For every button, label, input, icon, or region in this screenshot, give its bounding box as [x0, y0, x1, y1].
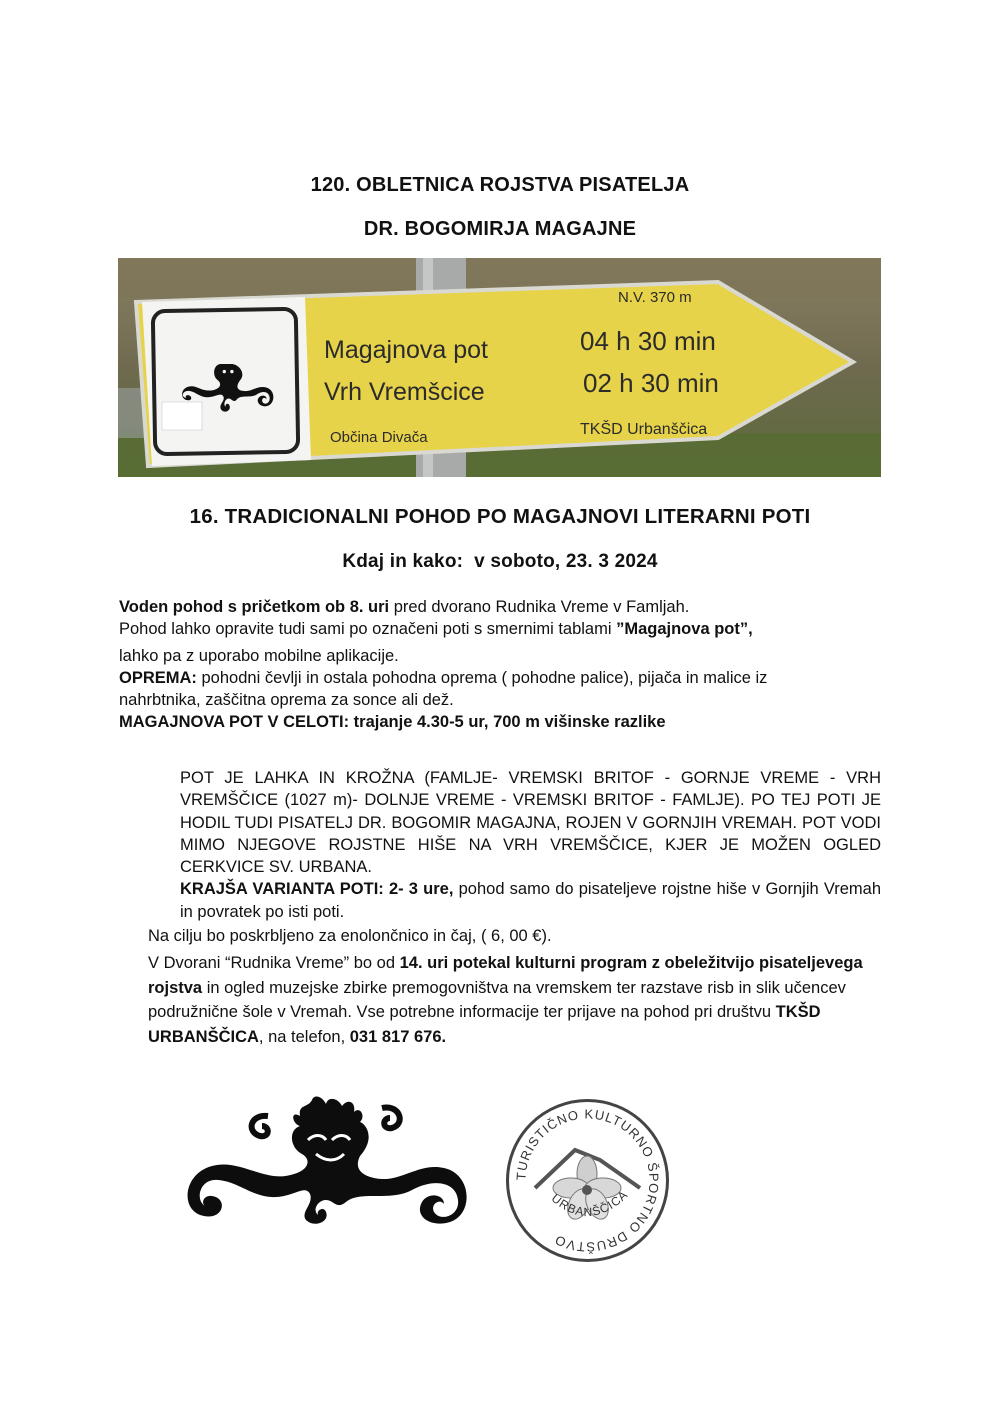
program-paragraph: [148, 951, 873, 1049]
guided-line: [119, 596, 839, 618]
food-line: Na cilju bo poskrbljeno za enolončnico in čaj, ( 6, 00 €).: [148, 927, 552, 945]
short-route-label: KRAJŠA VARIANTA POTI: 2- 3 ure,: [180, 880, 454, 899]
equip-label: OPREMA:: [119, 668, 197, 687]
signpost-photo: [118, 258, 881, 477]
guided-bold: Voden pohod s pričetkom ob 8. uri: [119, 598, 390, 616]
page-title-line2: DR. BOGOMIRJA MAGAJNE: [363, 218, 637, 240]
phone-pre: , na telefon,: [258, 1027, 350, 1046]
hall-bold: 14. uri potekal kulturni program z obeležitvijo pisateljevega rojstva: [148, 954, 863, 997]
self-line: [119, 618, 839, 640]
route-text: POT JE LAHKA IN KROŽNA (FAMLJE- VREMSKI BRITOF - GORNJE VREME - VRH VREMŠČICE (1027 m)- DOLNJE VREME - VREMSKI BRITOF - FAMLJE). PO TEJ POTI JE HODIL TUDI PISATELJ DR. BOGOMIR MAGAJNA, ROJEN V GORNJIH VREMAH. POT VODI MIMO NJEGOVE ROJSTNE HIŠE NA VRH VREMŠČICE, KJER JE MOŽEN OGLED CERKVICE SV. URBANA.: [180, 769, 881, 877]
hall-post: in ogled muzejske zbirke premogovništva na vremskem ter razstave risb in slik učencev podružnične šole v Vremah. Vse potrebne informacije ter prijave na pohod pri društvu: [148, 978, 846, 1022]
society-seal: [505, 1098, 670, 1268]
equip-line: [119, 667, 839, 689]
route-description: [180, 767, 881, 923]
seal-ring-text: TURISTIČNO KULTURNO ŠPORTNO DRUŠTVO: [513, 1106, 662, 1255]
full-route-line: MAGAJNOVA POT V CELOTI: trajanje 4.30-5 ur, 700 m višinske razlike: [119, 713, 666, 732]
page-title-line1: 120. OBLETNICA ROJSTVA PISATELJA: [310, 174, 690, 196]
seal-name: URBANŠČICA: [548, 1187, 631, 1220]
equip-line2: nahrbtnika, zaščitna oprema za sonce ali dež.: [119, 691, 454, 710]
guided-rest: pred dvorano Rudnika Vreme v Famljah.: [389, 598, 690, 616]
club-bold: TKŠD URBANŠČICA: [148, 1003, 821, 1046]
equip-text: pohodni čevlji in ostala pohodna oprema ( pohodne palice), pijača in malice iz: [196, 668, 768, 687]
when-value: v soboto, 23. 3 2024: [474, 551, 658, 572]
event-details: [119, 596, 839, 734]
event-when: [0, 551, 1000, 573]
sign-dest2: Vrh Vremšcice: [324, 378, 485, 406]
self-bold: ”Magajnova pot”,: [616, 620, 753, 639]
self-text: Pohod lahko opravite tudi sami po označeni poti s smernimi tablami: [119, 620, 617, 639]
sign-altitude: N.V. 370 m: [618, 289, 692, 306]
phone-bold: 031 817 676.: [349, 1027, 447, 1046]
when-label: Kdaj in kako:: [342, 551, 464, 572]
hall-pre: V Dvorani “Rudnika Vreme” bo od: [148, 954, 400, 973]
event-title: 16. TRADICIONALNI POHOD PO MAGAJNOVI LITERARNI POTI: [189, 505, 811, 528]
magajna-logo-icon: [170, 1095, 470, 1230]
sign-time1: 04 h 30 min: [580, 326, 716, 356]
sign-municipality: Občina Divača: [330, 429, 428, 446]
sign-time2: 02 h 30 min: [583, 368, 719, 398]
sign-club: TKŠD Urbanščica: [580, 421, 708, 438]
sign-dest1: Magajnova pot: [324, 336, 489, 364]
short-route: [180, 878, 881, 923]
app-line: lahko pa z uporabo mobilne aplikacije.: [119, 646, 399, 665]
short-route-text: pohod samo do pisateljeve rojstne hiše v Gornjih Vremah in povratek po isti poti.: [180, 880, 882, 921]
closing-info: [148, 925, 873, 1049]
